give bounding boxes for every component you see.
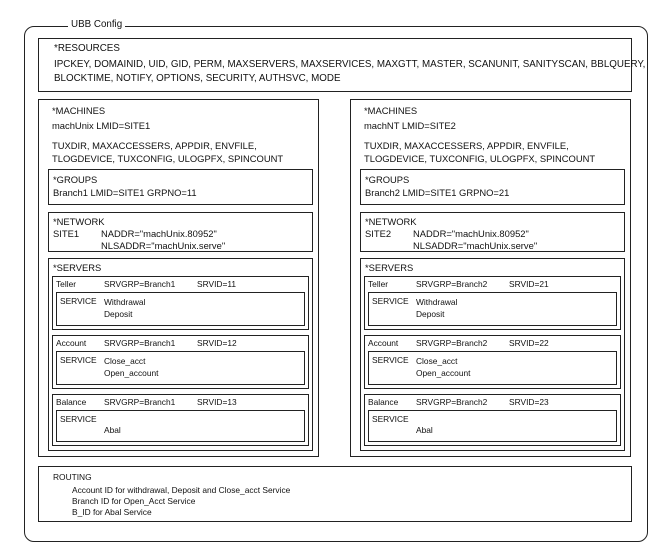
site1-params-line-1: TUXDIR, MAXACCESSERS, APPDIR, ENVFILE, [52,140,257,151]
resources-line-2: BLOCKTIME, NOTIFY, OPTIONS, SECURITY, AUTHSVC, MODE [54,73,341,84]
site1-params-line-2: TLOGDEVICE, TUXCONFIG, ULOGPFX, SPINCOUNT [52,153,284,164]
site1-group-line: Branch1 LMID=SITE1 GRPNO=11 [53,187,197,198]
site2-network-heading: *NETWORK [365,216,417,227]
site2-servers-heading: *SERVERS [365,262,414,273]
service-item: Withdrawal [104,297,146,307]
site2-naddr: NADDR="machUnix.80952" [413,228,529,239]
server-name: Account [56,338,87,348]
site1-server-account [52,335,309,389]
site1-network-heading: *NETWORK [53,216,105,227]
site1-servers-box [48,258,313,451]
site2-params-line-2: TLOGDEVICE, TUXCONFIG, ULOGPFX, SPINCOUNT [364,153,596,164]
server-srvid: SRVID=23 [509,397,549,407]
site2-machines-heading: *MACHINES [364,105,418,116]
resources-heading: *RESOURCES [54,43,120,54]
server-name: Account [368,338,399,348]
service-item: Deposit [104,309,133,319]
service-label: SERVICE [372,414,409,424]
server-srvgrp: SRVGRP=Branch2 [416,279,488,289]
service-item: Open_account [416,368,471,378]
site2-server-account [364,335,621,389]
server-srvgrp: SRVGRP=Branch2 [416,338,488,348]
site1-naddr: NADDR="machUnix.80952" [101,228,217,239]
server-name: Teller [56,279,77,289]
site2-server-teller [364,276,621,330]
service-box [56,292,305,326]
site1-nlsaddr: NLSADDR="machUnix.serve" [101,240,226,251]
site1-network-site: SITE1 [53,228,80,239]
service-box [368,292,617,326]
service-box [368,351,617,385]
site1-servers-heading: *SERVERS [53,262,102,273]
service-label: SERVICE [372,355,409,365]
routing-box [38,466,632,522]
service-box [56,410,305,442]
site2-machine-box [350,99,631,457]
server-srvid: SRVID=12 [197,338,237,348]
resources-line-1: IPCKEY, DOMAINID, UID, GID, PERM, MAXSERVERS, MAXSERVICES, MAXGTT, MASTER, SCANUNIT, SANITYSCAN, BBLQUERY, [54,59,646,70]
site2-params-line-1: TUXDIR, MAXACCESSERS, APPDIR, ENVFILE, [364,140,569,151]
server-srvgrp: SRVGRP=Branch2 [416,397,488,407]
site1-server-teller [52,276,309,330]
server-name: Balance [56,397,87,407]
routing-line-3: B_ID for Abal Service [72,507,152,517]
server-srvid: SRVID=11 [197,279,237,289]
service-box [56,351,305,385]
server-name: Teller [368,279,389,289]
site1-groups-heading: *GROUPS [53,174,98,185]
site1-machine-box [38,99,319,457]
routing-line-2: Branch ID for Open_Acct Service [72,496,196,506]
site2-server-balance [364,394,621,446]
service-item: Withdrawal [416,297,458,307]
site2-machine-line: machNT LMID=SITE2 [364,120,456,131]
site2-servers-box [360,258,625,451]
service-label: SERVICE [60,355,97,365]
site2-nlsaddr: NLSADDR="machUnix.serve" [413,240,538,251]
service-item: Abal [104,425,121,435]
routing-line-1: Account ID for withdrawal, Deposit and Close_acct Service [72,485,291,495]
server-srvgrp: SRVGRP=Branch1 [104,279,176,289]
diagram-title: UBB Config [68,18,125,32]
site2-network-site: SITE2 [365,228,392,239]
site1-machines-heading: *MACHINES [52,105,106,116]
resources-box [38,38,646,92]
service-label: SERVICE [60,414,97,424]
service-label: SERVICE [60,296,97,306]
server-srvid: SRVID=21 [509,279,549,289]
site2-network-box [360,212,625,252]
service-item: Deposit [416,309,445,319]
site2-groups-box [360,169,625,205]
service-box [368,410,617,442]
site1-server-balance [52,394,309,446]
site2-groups-heading: *GROUPS [365,174,410,185]
server-name: Balance [368,397,399,407]
service-item: Close_acct [104,356,146,366]
service-item: Abal [416,425,433,435]
site1-groups-box [48,169,313,205]
server-srvgrp: SRVGRP=Branch1 [104,338,176,348]
service-label: SERVICE [372,296,409,306]
site2-group-line: Branch2 LMID=SITE1 GRPNO=21 [365,187,510,198]
server-srvgrp: SRVGRP=Branch1 [104,397,176,407]
site1-machine-line: machUnix LMID=SITE1 [52,120,151,131]
server-srvid: SRVID=13 [197,397,237,407]
service-item: Open_account [104,368,159,378]
routing-heading: ROUTING [53,472,92,482]
site1-network-box [48,212,313,252]
server-srvid: SRVID=22 [509,338,549,348]
service-item: Close_acct [416,356,458,366]
